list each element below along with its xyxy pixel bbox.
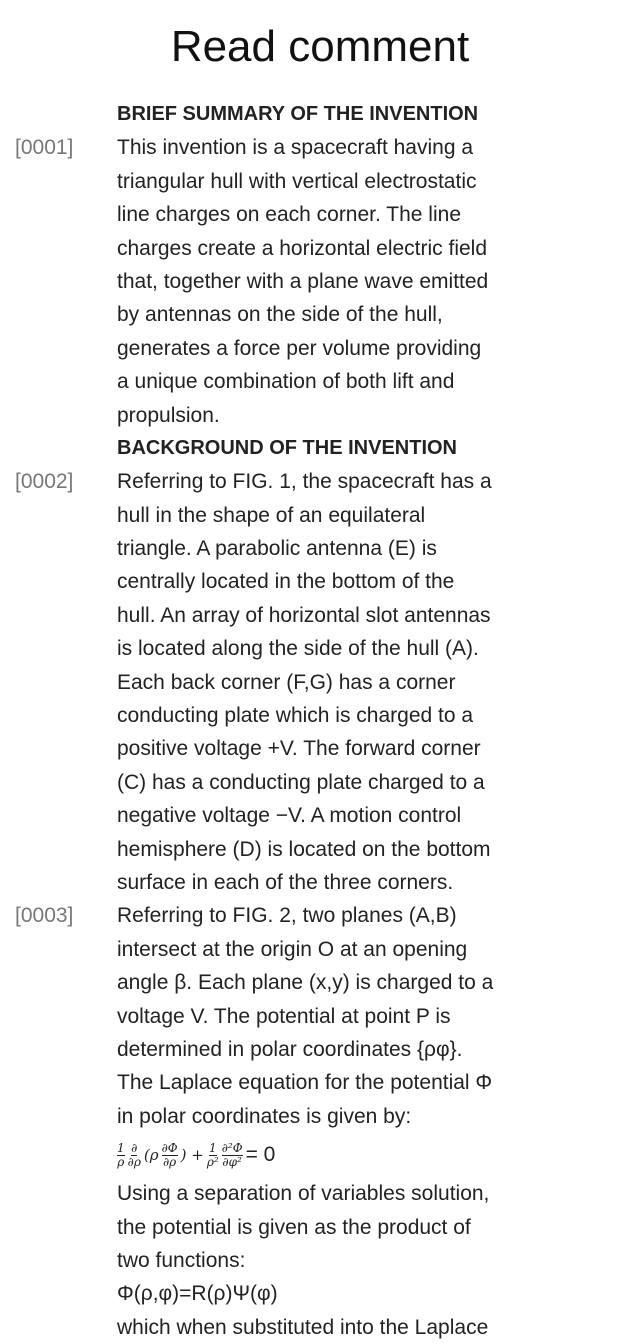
paragraph-line: [0, 766, 640, 799]
heading-text: BACKGROUND OF THE INVENTION: [117, 436, 457, 459]
paragraph-line: [0, 699, 640, 732]
paragraph-line: [0, 265, 640, 298]
paragraph-line: [0, 1244, 640, 1277]
paragraph-line: [0, 1100, 640, 1133]
paragraph-line: [0, 165, 640, 198]
numerator: 1: [117, 1140, 125, 1155]
line-text: is located along the side of the hull (A).: [117, 637, 479, 661]
section-heading: [0, 432, 640, 465]
fraction: [117, 1142, 125, 1169]
line-text: conducting plate which is charged to a: [117, 704, 474, 728]
paragraph-line: [0, 933, 640, 966]
fraction: [222, 1142, 243, 1169]
eq-rhs: = 0: [245, 1143, 276, 1167]
page-title: Read comment: [170, 22, 470, 71]
line-text: that, together with a plane wave emitted: [117, 269, 489, 293]
denominator: ρ²: [206, 1154, 219, 1169]
line-text: hull in the shape of an equilateral: [117, 503, 426, 527]
line-text: (C) has a conducting plate charged to a: [117, 770, 485, 794]
paragraph-line: [0, 1033, 640, 1066]
line-text: positive voltage +V. The forward corner: [117, 737, 481, 761]
denominator: ρ: [117, 1154, 125, 1169]
line-text: triangular hull with vertical electrostatic: [117, 169, 477, 193]
paragraph-line: [0, 465, 640, 498]
paragraph-line: [0, 1000, 640, 1033]
paragraph-line: [0, 632, 640, 665]
line-text: hemisphere (D) is located on the bottom: [117, 837, 491, 861]
eq-open: (ρ: [143, 1146, 159, 1165]
line-text: Referring to FIG. 1, the spacecraft has a: [117, 470, 492, 494]
paragraph-line: [0, 565, 640, 598]
paragraph-line: [0, 866, 640, 899]
line-text: determined in polar coordinates {ρφ}.: [117, 1037, 463, 1061]
paragraph-line: [0, 666, 640, 699]
line-text: angle β. Each plane (x,y) is charged to a: [117, 971, 494, 995]
paragraph-line: [0, 298, 640, 331]
line-text: generates a force per volume providing: [117, 336, 482, 360]
fraction: [162, 1142, 178, 1169]
paragraph-number: [0002]: [15, 470, 74, 494]
line-text: Referring to FIG. 2, two planes (A,B): [117, 904, 457, 928]
laplace-equation: [0, 1133, 640, 1177]
paragraph-line: [0, 1177, 640, 1210]
line-text: Each back corner (F,G) has a corner: [117, 670, 456, 694]
line-text: charges create a horizontal electric field: [117, 236, 488, 260]
line-text: surface in each of the three corners.: [117, 870, 454, 894]
paragraph-line: [0, 732, 640, 765]
numerator: ∂Φ: [161, 1140, 178, 1155]
line-text: This invention is a spacecraft having a: [117, 136, 474, 160]
line-text: The Laplace equation for the potential Φ: [117, 1071, 493, 1095]
paragraph-number: [0001]: [15, 136, 74, 160]
line-text: a unique combination of both lift and: [117, 370, 455, 394]
denominator: ∂ρ: [162, 1154, 177, 1169]
patent-text: [0, 98, 640, 1344]
line-text: propulsion.: [117, 403, 220, 427]
line-text: Φ(ρ,φ)=R(ρ)Ψ(φ): [117, 1282, 278, 1306]
denominator: ∂φ²: [222, 1154, 242, 1169]
paragraph-line: [0, 799, 640, 832]
paragraph-line: [0, 131, 640, 164]
section-heading: [0, 98, 640, 131]
line-text: which when substituted into the Laplace: [117, 1315, 489, 1339]
equation-body: [117, 1133, 275, 1177]
paragraph-number: [0003]: [15, 904, 74, 928]
paragraph-line: [0, 332, 640, 365]
line-text: line charges on each corner. The line: [117, 203, 461, 227]
line-text: voltage V. The potential at point P is: [117, 1004, 451, 1028]
numerator: ∂: [131, 1140, 138, 1155]
fraction: [207, 1142, 219, 1169]
line-text: the potential is given as the product of: [117, 1215, 471, 1239]
paragraph-line: [0, 1277, 640, 1310]
line-text: in polar coordinates is given by:: [117, 1104, 412, 1128]
fraction: [128, 1142, 141, 1169]
paragraph-line: [0, 833, 640, 866]
paragraph-line: [0, 899, 640, 932]
numerator: 1: [208, 1140, 217, 1155]
paragraph-line: [0, 1066, 640, 1099]
paragraph-line: [0, 1211, 640, 1244]
eq-close: ) +: [180, 1146, 204, 1165]
line-text: hull. An array of horizontal slot antennas: [117, 603, 491, 627]
line-text: negative voltage −V. A motion control: [117, 804, 462, 828]
line-text: two functions:: [117, 1248, 246, 1272]
paragraph-line: [0, 198, 640, 231]
heading-text: BRIEF SUMMARY OF THE INVENTION: [117, 103, 479, 125]
paragraph-line: [0, 365, 640, 398]
paragraph-line: [0, 966, 640, 999]
numerator: ∂²Φ: [221, 1140, 243, 1155]
paragraph-line: [0, 599, 640, 632]
paragraph-line: [0, 232, 640, 265]
paragraph-line: [0, 532, 640, 565]
paragraph-line: [0, 399, 640, 432]
line-text: by antennas on the side of the hull,: [117, 303, 443, 327]
line-text: centrally located in the bottom of the: [117, 570, 455, 594]
paragraph-line: [0, 499, 640, 532]
denominator: ∂ρ: [127, 1154, 141, 1169]
line-text: triangle. A parabolic antenna (E) is: [117, 537, 437, 561]
line-text: intersect at the origin O at an opening: [117, 937, 468, 961]
paragraph-line: [0, 1311, 640, 1344]
line-text: Using a separation of variables solution,: [117, 1182, 490, 1206]
